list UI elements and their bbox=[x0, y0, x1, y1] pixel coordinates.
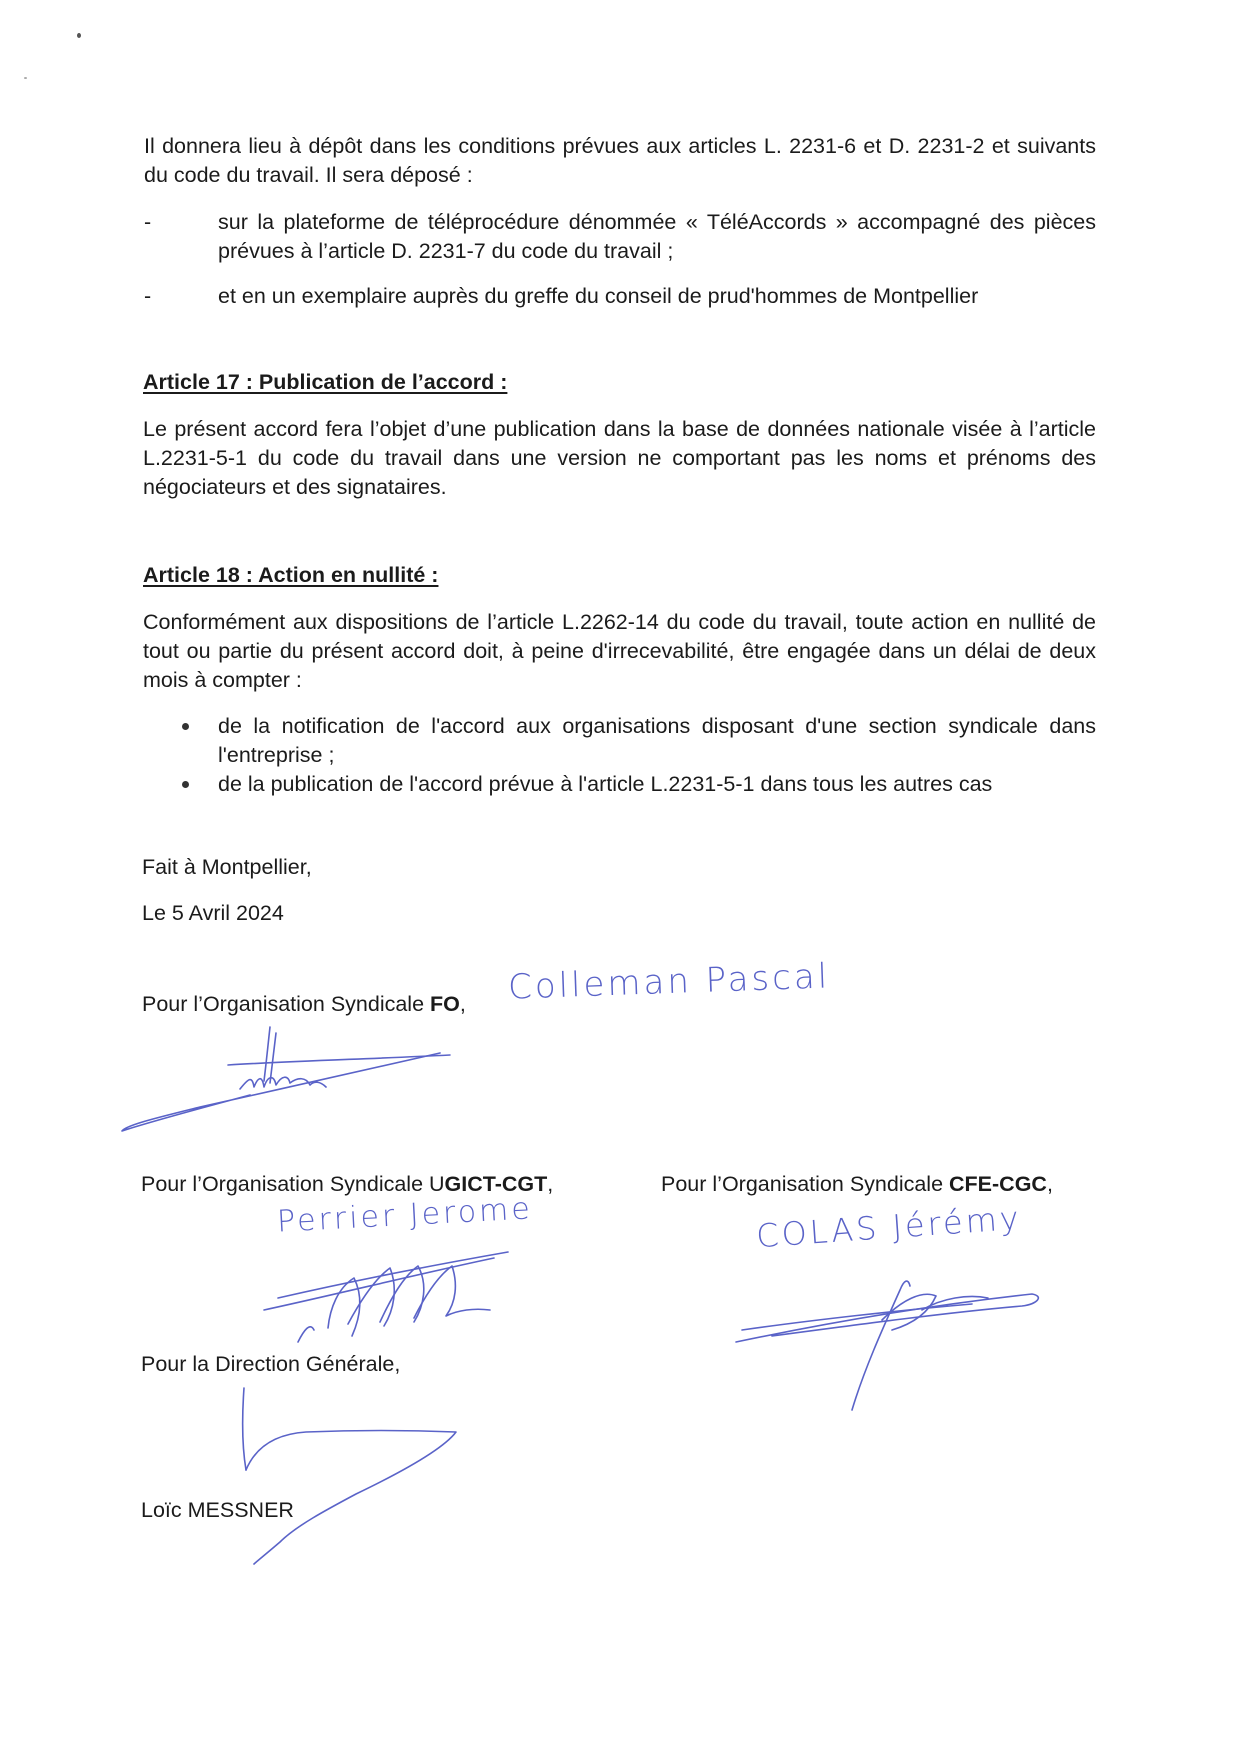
article-18-bullet: de la notification de l'accord aux organisations disposant d'une section syndicale dans l'entreprise ; bbox=[218, 714, 1096, 767]
handwritten-name-cgt: Perrier Jerome bbox=[276, 1191, 534, 1240]
closing-date: Le 5 Avril 2024 bbox=[142, 901, 284, 925]
depot-item: sur la plateforme de téléprocédure dénommée « TéléAccords » accompagné des pièces prévues à l’article D. 2231-7 du code du travail ; bbox=[218, 210, 1096, 263]
signature-cfe bbox=[732, 1250, 1052, 1420]
signatory-org: FO bbox=[430, 992, 460, 1016]
signatory-cfe-label bbox=[661, 1170, 1053, 1199]
article-18-body: Conformément aux dispositions de l’article L.2262-14 du code du travail, toute action en nullité de tout ou partie du présent accord doit, à peine d'irrecevabilité, être engagée dans un délai de deux mois à compter : bbox=[143, 610, 1096, 692]
signatory-prefix: Pour l’Organisation Syndicale bbox=[661, 1172, 950, 1196]
bullet-dot bbox=[182, 723, 189, 730]
depot-item: et en un exemplaire auprès du greffe du conseil de prud'hommes de Montpellier bbox=[218, 284, 979, 308]
article-18-heading: Article 18 : Action en nullité : bbox=[143, 563, 439, 587]
signatory-org: CFE-CGC bbox=[949, 1172, 1047, 1196]
signatory-suffix: , bbox=[1046, 1172, 1053, 1196]
handwritten-name-fo: Colleman Pascal bbox=[507, 956, 831, 1008]
signatory-org: GICT-CGT bbox=[444, 1172, 548, 1196]
signature-direction bbox=[236, 1386, 466, 1566]
article-17-heading: Article 17 : Publication de l’accord : bbox=[143, 370, 508, 394]
bullet-dot bbox=[182, 781, 189, 788]
handwritten-name-cfe: COLAS Jérémy bbox=[754, 1198, 1023, 1256]
signatory-suffix: , bbox=[547, 1172, 554, 1196]
dash-marker: - bbox=[144, 210, 152, 234]
dash-marker: - bbox=[144, 284, 152, 308]
signature-fo bbox=[120, 1025, 460, 1135]
scan-speck bbox=[77, 33, 81, 38]
signatory-prefix: Pour l’Organisation Syndicale U bbox=[141, 1172, 445, 1196]
signatory-prefix: Pour l’Organisation Syndicale bbox=[142, 992, 431, 1016]
depot-intro: Il donnera lieu à dépôt dans les conditions prévues aux articles L. 2231-6 et D. 2231-2 et suivants du code du travail. Il sera déposé : bbox=[144, 134, 1096, 187]
closing-place: Fait à Montpellier, bbox=[142, 855, 312, 879]
direction-signatory-name: Loïc MESSNER bbox=[141, 1498, 294, 1522]
signatory-fo-label bbox=[142, 990, 466, 1019]
signature-cgt bbox=[258, 1238, 518, 1348]
article-17-body: Le présent accord fera l’objet d’une publication dans la base de données nationale visée à l’article L.2231-5-1 du code du travail dans une version ne comportant pas les noms et prénoms des négociateurs et des signataires. bbox=[143, 417, 1096, 499]
article-18-bullet: de la publication de l'accord prévue à l'article L.2231-5-1 dans tous les autres cas bbox=[218, 772, 993, 796]
direction-label: Pour la Direction Générale, bbox=[141, 1352, 401, 1376]
signatory-suffix: , bbox=[459, 992, 466, 1016]
scan-speck bbox=[24, 77, 27, 79]
